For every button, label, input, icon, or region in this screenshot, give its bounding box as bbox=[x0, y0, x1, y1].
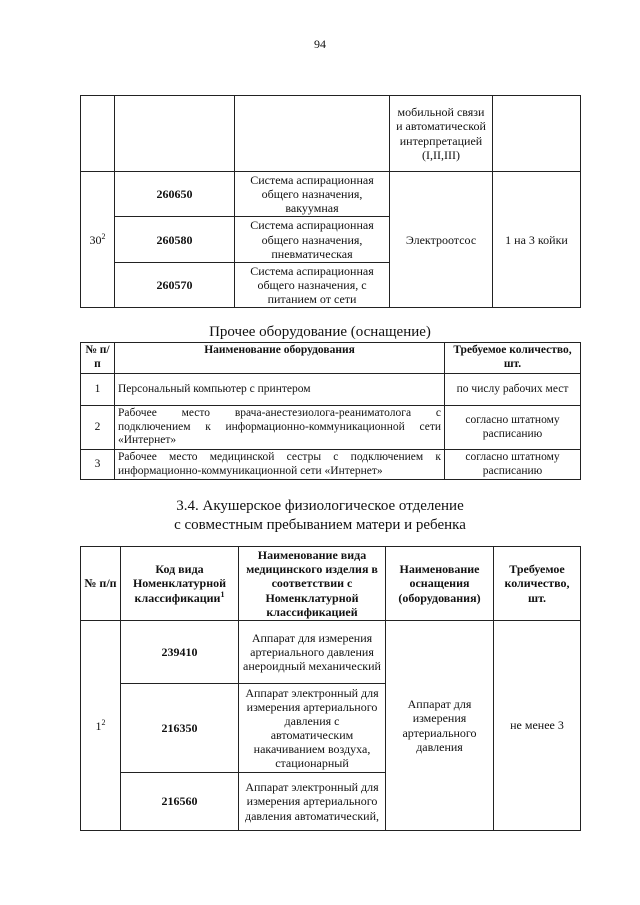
header-name: Наименование оборудования bbox=[115, 343, 445, 374]
devices-table-continued bbox=[80, 95, 581, 308]
code-cell: 216350 bbox=[121, 684, 239, 773]
other-equipment-caption: Прочее оборудование (оснащение) bbox=[209, 324, 431, 340]
device-name-cell: Система аспирационная общего назначения, пневматическая bbox=[235, 217, 390, 262]
device-name-cell: Аппарат для измерения артериального давления анероидный механический bbox=[239, 621, 386, 684]
table-row bbox=[81, 450, 581, 480]
header-device-name: Наименование вида медицинского изделия в соответствии с Номенклатурной классификацией bbox=[239, 547, 386, 621]
code-cell: 239410 bbox=[121, 621, 239, 684]
section-title-line: с совместным пребыванием матери и ребенка bbox=[174, 516, 466, 533]
header-num: № п/п bbox=[81, 547, 121, 621]
table-cell bbox=[235, 96, 390, 172]
row-number: 3 bbox=[81, 450, 115, 480]
section-title bbox=[0, 497, 640, 535]
quantity-cell: по числу рабочих мест bbox=[445, 374, 581, 406]
other-equipment-table bbox=[80, 342, 581, 480]
code-cell: 260570 bbox=[115, 262, 235, 307]
quantity-cell: не менее 3 bbox=[494, 621, 581, 831]
table-cell bbox=[81, 96, 115, 172]
device-name-cell: Аппарат электронный для измерения артериального давления автоматический, bbox=[239, 773, 386, 831]
equipment-name-cell: Персональный компьютер с принтером bbox=[115, 374, 445, 406]
table-row bbox=[81, 406, 581, 450]
quantity-cell: 1 на 3 койки bbox=[493, 172, 581, 308]
equipment-cell: мобильной связи и автоматической интерпретацией (I,II,III) bbox=[390, 96, 493, 172]
code-cell: 260650 bbox=[115, 172, 235, 217]
section-devices-table bbox=[80, 546, 581, 831]
row-number: 2 bbox=[81, 406, 115, 450]
table-header-row bbox=[81, 343, 581, 374]
table-cell bbox=[493, 96, 581, 172]
row-number: 1 bbox=[81, 374, 115, 406]
row-number: $30^2$ bbox=[81, 172, 115, 308]
device-name-cell: Аппарат электронный для измерения артериального давления с автоматическим накачиванием воздуха, стационарный bbox=[239, 684, 386, 773]
code-cell: 216560 bbox=[121, 773, 239, 831]
table-cell bbox=[115, 96, 235, 172]
device-name-cell: Система аспирационная общего назначения, с питанием от сети bbox=[235, 262, 390, 307]
table-row bbox=[81, 172, 581, 217]
quantity-cell: согласно штатному расписанию bbox=[445, 406, 581, 450]
header-equipment: Наименование оснащения (оборудования) bbox=[386, 547, 494, 621]
table-row bbox=[81, 621, 581, 684]
device-name-cell: Система аспирационная общего назначения, вакуумная bbox=[235, 172, 390, 217]
row-number: $1^2$ bbox=[81, 621, 121, 831]
equipment-cell: Аппарат для измерения артериального давления bbox=[386, 621, 494, 831]
table-header-row bbox=[81, 547, 581, 621]
equipment-name-cell: Рабочее место медицинской сестры с подключением к информационно-коммуникационной сети «Интернет» bbox=[115, 450, 445, 480]
quantity-cell: согласно штатному расписанию bbox=[445, 450, 581, 480]
equipment-name-cell: Рабочее место врача-анестезиолога-реаниматолога с подключением к информационно-коммуникационной сети «Интернет» bbox=[115, 406, 445, 450]
section-title-line: 3.4. Акушерское физиологическое отделение bbox=[176, 498, 464, 514]
equipment-cell: Электроотсос bbox=[390, 172, 493, 308]
header-qty: Требуемое количество, шт. bbox=[445, 343, 581, 374]
header-qty: Требуемое количество, шт. bbox=[494, 547, 581, 621]
header-code: Код вида Номенклатурной классификации$^1$ bbox=[121, 547, 239, 621]
table-row bbox=[81, 96, 581, 172]
table-row bbox=[81, 374, 581, 406]
header-num: № п/п bbox=[81, 343, 115, 374]
code-cell: 260580 bbox=[115, 217, 235, 262]
page-number: 94 bbox=[314, 37, 326, 51]
